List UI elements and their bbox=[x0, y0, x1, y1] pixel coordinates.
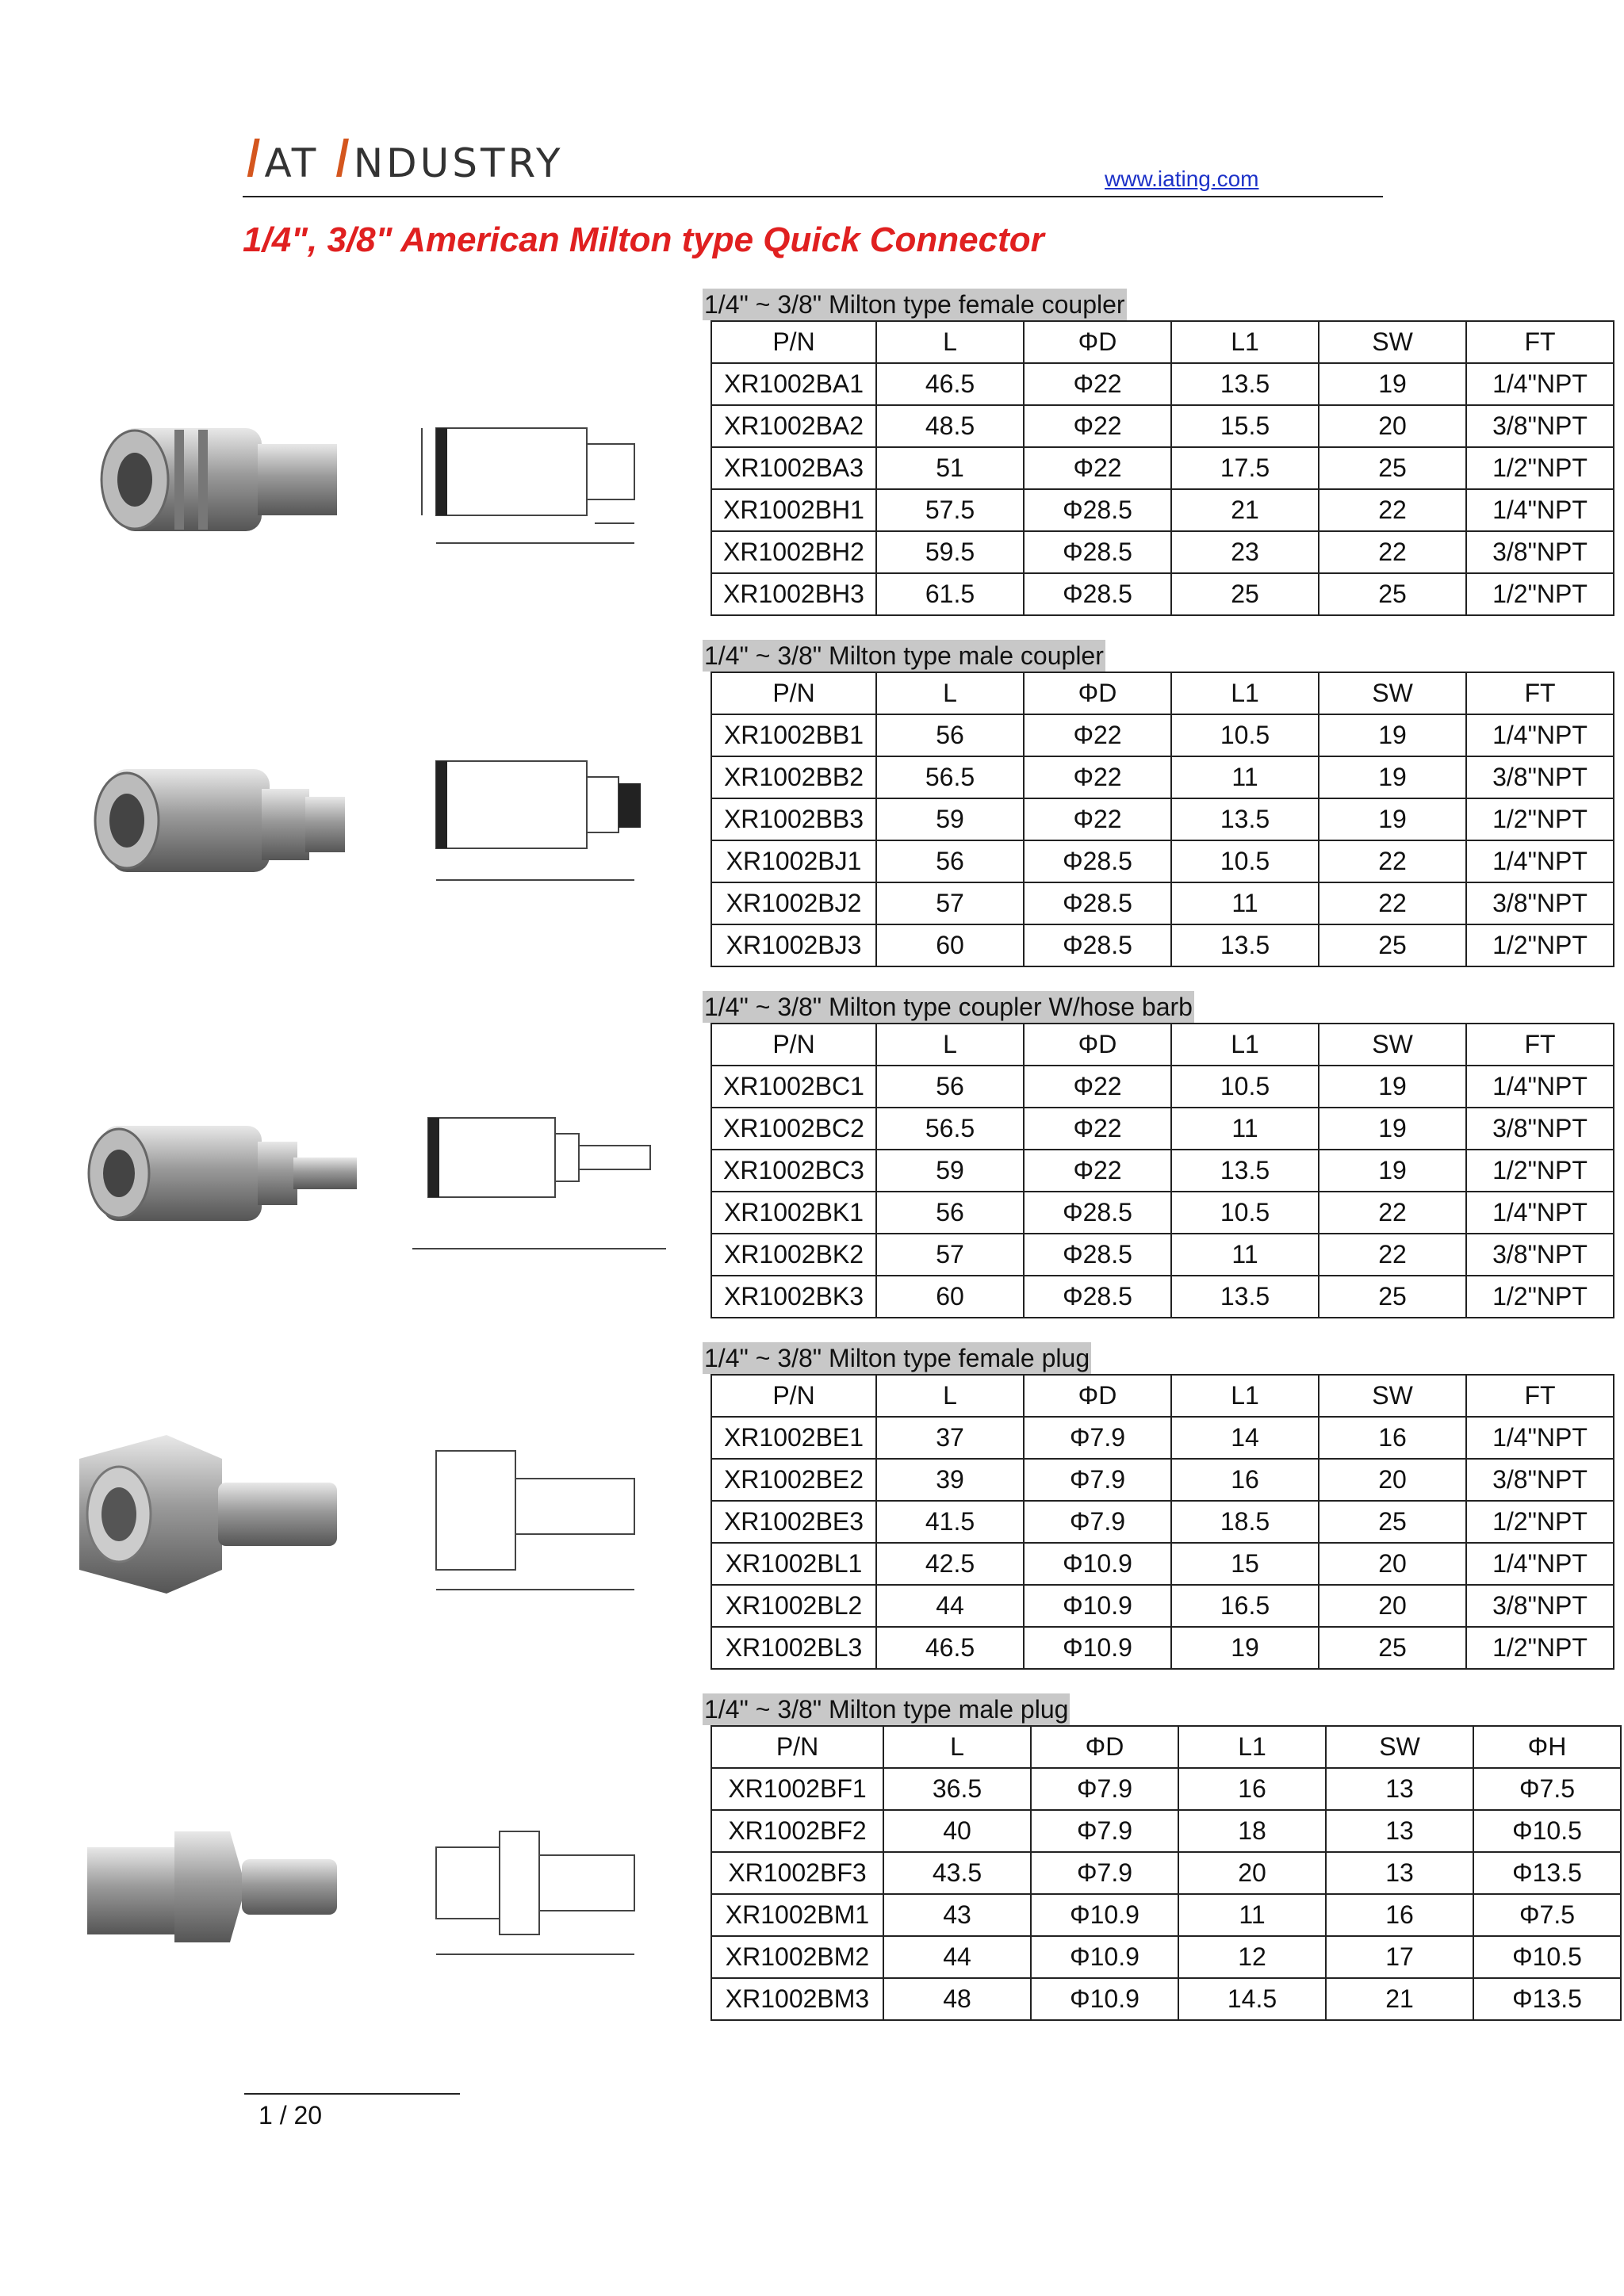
male-plug-section bbox=[703, 1693, 1622, 2021]
table-row bbox=[711, 798, 1614, 840]
page-number: 1 / 20 bbox=[259, 2101, 323, 2130]
cell: Φ28.5 bbox=[1024, 1192, 1171, 1234]
cell: 3/8"NPT bbox=[1466, 756, 1614, 798]
cell: XR1002BE2 bbox=[711, 1459, 876, 1501]
column-header: ΦD bbox=[1024, 1375, 1171, 1417]
cell: 1/2"NPT bbox=[1466, 1276, 1614, 1318]
cell: 1/2"NPT bbox=[1466, 447, 1614, 489]
table-row bbox=[711, 1585, 1614, 1627]
cell: Φ7.9 bbox=[1024, 1501, 1171, 1543]
table-row bbox=[711, 1852, 1621, 1894]
table-header-row bbox=[711, 1726, 1621, 1768]
cell: Φ7.5 bbox=[1473, 1768, 1621, 1810]
cell: 19 bbox=[1171, 1627, 1319, 1669]
column-header: L bbox=[876, 1375, 1024, 1417]
table-row bbox=[711, 363, 1614, 405]
cell: 19 bbox=[1319, 1150, 1466, 1192]
cell: 10.5 bbox=[1171, 840, 1319, 882]
cell: XR1002BC2 bbox=[711, 1108, 876, 1150]
cell: 11 bbox=[1178, 1894, 1326, 1936]
cell: Φ28.5 bbox=[1024, 1276, 1171, 1318]
table-row bbox=[711, 1108, 1614, 1150]
cell: XR1002BF3 bbox=[711, 1852, 883, 1894]
column-header: P/N bbox=[711, 1726, 883, 1768]
cell: Φ7.5 bbox=[1473, 1894, 1621, 1936]
cell: XR1002BM2 bbox=[711, 1936, 883, 1978]
column-header: ΦD bbox=[1024, 672, 1171, 714]
female-coupler-table bbox=[710, 320, 1614, 616]
cell: 57 bbox=[876, 882, 1024, 924]
cell: 39 bbox=[876, 1459, 1024, 1501]
cell: Φ7.9 bbox=[1024, 1417, 1171, 1459]
cell: 1/4"NPT bbox=[1466, 489, 1614, 531]
cell: 16.5 bbox=[1171, 1585, 1319, 1627]
table-row bbox=[711, 1543, 1614, 1585]
cell: XR1002BL3 bbox=[711, 1627, 876, 1669]
table-row bbox=[711, 405, 1614, 447]
cell: XR1002BA1 bbox=[711, 363, 876, 405]
cell: Φ22 bbox=[1024, 405, 1171, 447]
column-header: FT bbox=[1466, 1375, 1614, 1417]
table-row bbox=[711, 756, 1614, 798]
table-row bbox=[711, 924, 1614, 966]
table-row bbox=[711, 1501, 1614, 1543]
female-coupler-section bbox=[703, 289, 1622, 616]
cell: 14.5 bbox=[1178, 1978, 1326, 2020]
cell: 1/2"NPT bbox=[1466, 798, 1614, 840]
cell: 22 bbox=[1319, 531, 1466, 573]
cell: XR1002BL1 bbox=[711, 1543, 876, 1585]
cell: Φ22 bbox=[1024, 1108, 1171, 1150]
cell: Φ7.9 bbox=[1031, 1810, 1178, 1852]
cell: 57.5 bbox=[876, 489, 1024, 531]
cell: 1/4"NPT bbox=[1466, 714, 1614, 756]
cell: Φ28.5 bbox=[1024, 882, 1171, 924]
female-plug-photo bbox=[63, 1411, 365, 1609]
cell: 60 bbox=[876, 924, 1024, 966]
header-divider bbox=[243, 196, 1383, 197]
female-plug-drawing bbox=[412, 1403, 682, 1609]
table-row bbox=[711, 447, 1614, 489]
cell: 61.5 bbox=[876, 573, 1024, 615]
section-heading: 1/4" ~ 3/8" Milton type male plug bbox=[704, 1695, 1069, 1724]
cell: 10.5 bbox=[1171, 1066, 1319, 1108]
cell: Φ10.9 bbox=[1024, 1585, 1171, 1627]
cell: Φ10.9 bbox=[1031, 1894, 1178, 1936]
cell: 42.5 bbox=[876, 1543, 1024, 1585]
cell: XR1002BB2 bbox=[711, 756, 876, 798]
cell: 13.5 bbox=[1171, 798, 1319, 840]
section-heading: 1/4" ~ 3/8" Milton type female coupler bbox=[704, 290, 1125, 319]
cell: 59.5 bbox=[876, 531, 1024, 573]
column-header: ΦH bbox=[1473, 1726, 1621, 1768]
cell: 3/8"NPT bbox=[1466, 1585, 1614, 1627]
cell: 22 bbox=[1319, 1234, 1466, 1276]
cell: 15 bbox=[1171, 1543, 1319, 1585]
table-row bbox=[711, 714, 1614, 756]
cell: 1/2"NPT bbox=[1466, 924, 1614, 966]
page-title: 1/4", 3/8" American Milton type Quick Connector bbox=[243, 220, 1044, 259]
male-plug-table bbox=[710, 1725, 1622, 2021]
cell: 1/4"NPT bbox=[1466, 840, 1614, 882]
column-header: ΦD bbox=[1024, 321, 1171, 363]
table-row bbox=[711, 1150, 1614, 1192]
cell: Φ28.5 bbox=[1024, 531, 1171, 573]
cell: 37 bbox=[876, 1417, 1024, 1459]
cell: 22 bbox=[1319, 1192, 1466, 1234]
cell: 59 bbox=[876, 798, 1024, 840]
table-row bbox=[711, 840, 1614, 882]
cell: 13.5 bbox=[1171, 363, 1319, 405]
cell: 19 bbox=[1319, 363, 1466, 405]
table-row bbox=[711, 1459, 1614, 1501]
cell: 12 bbox=[1178, 1936, 1326, 1978]
table-header-row bbox=[711, 1024, 1614, 1066]
table-row bbox=[711, 1417, 1614, 1459]
cell: 48 bbox=[883, 1978, 1031, 2020]
cell: 36.5 bbox=[883, 1768, 1031, 1810]
footer-divider bbox=[244, 2093, 460, 2095]
cell: XR1002BJ3 bbox=[711, 924, 876, 966]
cell: 46.5 bbox=[876, 363, 1024, 405]
table-row bbox=[711, 1768, 1621, 1810]
cell: 59 bbox=[876, 1150, 1024, 1192]
cell: 16 bbox=[1178, 1768, 1326, 1810]
cell: 16 bbox=[1319, 1417, 1466, 1459]
cell: Φ28.5 bbox=[1024, 1234, 1171, 1276]
cell: XR1002BF2 bbox=[711, 1810, 883, 1852]
table-row bbox=[711, 1234, 1614, 1276]
section-heading: 1/4" ~ 3/8" Milton type male coupler bbox=[704, 641, 1104, 670]
cell: 43 bbox=[883, 1894, 1031, 1936]
cell: Φ10.9 bbox=[1024, 1627, 1171, 1669]
cell: XR1002BA3 bbox=[711, 447, 876, 489]
cell: XR1002BC1 bbox=[711, 1066, 876, 1108]
cell: 20 bbox=[1319, 1585, 1466, 1627]
hose-barb-coupler-drawing bbox=[404, 1070, 682, 1269]
cell: XR1002BM3 bbox=[711, 1978, 883, 2020]
cell: 10.5 bbox=[1171, 1192, 1319, 1234]
column-header: L1 bbox=[1171, 1024, 1319, 1066]
cell: 11 bbox=[1171, 1108, 1319, 1150]
cell: Φ7.9 bbox=[1031, 1852, 1178, 1894]
cell: 18.5 bbox=[1171, 1501, 1319, 1543]
cell: 17 bbox=[1326, 1936, 1473, 1978]
cell: 56.5 bbox=[876, 1108, 1024, 1150]
cell: 15.5 bbox=[1171, 405, 1319, 447]
hose-barb-coupler-table bbox=[710, 1023, 1614, 1318]
cell: 25 bbox=[1319, 924, 1466, 966]
cell: XR1002BK3 bbox=[711, 1276, 876, 1318]
column-header: L bbox=[876, 321, 1024, 363]
hose-barb-coupler-section bbox=[703, 991, 1622, 1318]
cell: 13.5 bbox=[1171, 1276, 1319, 1318]
column-header: L1 bbox=[1171, 672, 1319, 714]
cell: Φ13.5 bbox=[1473, 1852, 1621, 1894]
cell: Φ28.5 bbox=[1024, 489, 1171, 531]
column-header: SW bbox=[1319, 1375, 1466, 1417]
cell: XR1002BE3 bbox=[711, 1501, 876, 1543]
table-header-row bbox=[711, 1375, 1614, 1417]
table-header-row bbox=[711, 321, 1614, 363]
cell: 13 bbox=[1326, 1768, 1473, 1810]
cell: Φ13.5 bbox=[1473, 1978, 1621, 2020]
cell: 1/4"NPT bbox=[1466, 1543, 1614, 1585]
cell: 51 bbox=[876, 447, 1024, 489]
column-header: P/N bbox=[711, 321, 876, 363]
table-header-row bbox=[711, 672, 1614, 714]
cell: 11 bbox=[1171, 1234, 1319, 1276]
cell: Φ22 bbox=[1024, 756, 1171, 798]
table-row bbox=[711, 1894, 1621, 1936]
table-row bbox=[711, 573, 1614, 615]
cell: 56.5 bbox=[876, 756, 1024, 798]
column-header: SW bbox=[1319, 1024, 1466, 1066]
cell: XR1002BJ2 bbox=[711, 882, 876, 924]
male-coupler-photo bbox=[79, 721, 357, 920]
male-coupler-section bbox=[703, 640, 1622, 967]
table-row bbox=[711, 1936, 1621, 1978]
cell: Φ10.5 bbox=[1473, 1810, 1621, 1852]
cell: 20 bbox=[1319, 1543, 1466, 1585]
cell: XR1002BH1 bbox=[711, 489, 876, 531]
cell: XR1002BC3 bbox=[711, 1150, 876, 1192]
cell: 21 bbox=[1171, 489, 1319, 531]
cell: 57 bbox=[876, 1234, 1024, 1276]
cell: 20 bbox=[1178, 1852, 1326, 1894]
cell: 3/8"NPT bbox=[1466, 882, 1614, 924]
column-header: FT bbox=[1466, 672, 1614, 714]
cell: 1/2"NPT bbox=[1466, 1501, 1614, 1543]
table-row bbox=[711, 1627, 1614, 1669]
cell: 20 bbox=[1319, 1459, 1466, 1501]
cell: XR1002BK1 bbox=[711, 1192, 876, 1234]
cell: 3/8"NPT bbox=[1466, 531, 1614, 573]
cell: 19 bbox=[1319, 1108, 1466, 1150]
cell: Φ10.5 bbox=[1473, 1936, 1621, 1978]
cell: 56 bbox=[876, 714, 1024, 756]
table-row bbox=[711, 882, 1614, 924]
cell: XR1002BE1 bbox=[711, 1417, 876, 1459]
table-row bbox=[711, 531, 1614, 573]
cell: 3/8"NPT bbox=[1466, 1234, 1614, 1276]
cell: 22 bbox=[1319, 840, 1466, 882]
cell: 44 bbox=[883, 1936, 1031, 1978]
table-row bbox=[711, 1276, 1614, 1318]
column-header: L bbox=[876, 1024, 1024, 1066]
female-plug-section bbox=[703, 1342, 1622, 1670]
cell: Φ28.5 bbox=[1024, 573, 1171, 615]
female-coupler-drawing bbox=[412, 373, 682, 579]
company-logo bbox=[246, 119, 595, 190]
cell: 25 bbox=[1319, 573, 1466, 615]
cell: 1/2"NPT bbox=[1466, 1150, 1614, 1192]
cell: 25 bbox=[1319, 1501, 1466, 1543]
cell: 56 bbox=[876, 1192, 1024, 1234]
cell: 17.5 bbox=[1171, 447, 1319, 489]
cell: Φ28.5 bbox=[1024, 924, 1171, 966]
cell: 43.5 bbox=[883, 1852, 1031, 1894]
cell: 3/8"NPT bbox=[1466, 1108, 1614, 1150]
cell: 13.5 bbox=[1171, 1150, 1319, 1192]
male-coupler-drawing bbox=[412, 714, 682, 920]
cell: 16 bbox=[1171, 1459, 1319, 1501]
cell: 1/4"NPT bbox=[1466, 1192, 1614, 1234]
cell: XR1002BH2 bbox=[711, 531, 876, 573]
cell: XR1002BL2 bbox=[711, 1585, 876, 1627]
cell: XR1002BF1 bbox=[711, 1768, 883, 1810]
cell: 56 bbox=[876, 840, 1024, 882]
female-coupler-photo bbox=[87, 373, 357, 579]
cell: XR1002BJ1 bbox=[711, 840, 876, 882]
cell: Φ7.9 bbox=[1024, 1459, 1171, 1501]
column-header: FT bbox=[1466, 1024, 1614, 1066]
column-header: P/N bbox=[711, 672, 876, 714]
cell: 1/4"NPT bbox=[1466, 1066, 1614, 1108]
cell: Φ10.9 bbox=[1024, 1543, 1171, 1585]
table-row bbox=[711, 1066, 1614, 1108]
cell: 13 bbox=[1326, 1852, 1473, 1894]
cell: 19 bbox=[1319, 714, 1466, 756]
female-plug-table bbox=[710, 1374, 1614, 1670]
cell: 25 bbox=[1319, 1627, 1466, 1669]
cell: 23 bbox=[1171, 531, 1319, 573]
column-header: L1 bbox=[1178, 1726, 1326, 1768]
cell: XR1002BA2 bbox=[711, 405, 876, 447]
cell: 1/2"NPT bbox=[1466, 573, 1614, 615]
cell: 16 bbox=[1326, 1894, 1473, 1936]
column-header: L bbox=[876, 672, 1024, 714]
cell: 3/8"NPT bbox=[1466, 405, 1614, 447]
cell: Φ28.5 bbox=[1024, 840, 1171, 882]
column-header: ΦD bbox=[1031, 1726, 1178, 1768]
table-row bbox=[711, 1192, 1614, 1234]
column-header: SW bbox=[1326, 1726, 1473, 1768]
cell: 18 bbox=[1178, 1810, 1326, 1852]
cell: 40 bbox=[883, 1810, 1031, 1852]
cell: 19 bbox=[1319, 756, 1466, 798]
table-row bbox=[711, 1810, 1621, 1852]
hose-barb-coupler-photo bbox=[79, 1078, 365, 1261]
cell: Φ22 bbox=[1024, 798, 1171, 840]
cell: 46.5 bbox=[876, 1627, 1024, 1669]
cell: 25 bbox=[1319, 447, 1466, 489]
cell: 10.5 bbox=[1171, 714, 1319, 756]
table-row bbox=[711, 1978, 1621, 2020]
column-header: P/N bbox=[711, 1024, 876, 1066]
cell: Φ22 bbox=[1024, 1066, 1171, 1108]
section-heading: 1/4" ~ 3/8" Milton type coupler W/hose barb bbox=[704, 993, 1193, 1021]
cell: Φ22 bbox=[1024, 714, 1171, 756]
cell: XR1002BB3 bbox=[711, 798, 876, 840]
column-header: FT bbox=[1466, 321, 1614, 363]
cell: 13 bbox=[1326, 1810, 1473, 1852]
cell: 1/4"NPT bbox=[1466, 363, 1614, 405]
cell: XR1002BM1 bbox=[711, 1894, 883, 1936]
cell: 25 bbox=[1171, 573, 1319, 615]
cell: Φ22 bbox=[1024, 363, 1171, 405]
cell: 22 bbox=[1319, 882, 1466, 924]
cell: Φ22 bbox=[1024, 447, 1171, 489]
male-plug-photo bbox=[71, 1784, 357, 1982]
column-header: P/N bbox=[711, 1375, 876, 1417]
cell: 11 bbox=[1171, 882, 1319, 924]
cell: 3/8"NPT bbox=[1466, 1459, 1614, 1501]
cell: 60 bbox=[876, 1276, 1024, 1318]
cell: 19 bbox=[1319, 798, 1466, 840]
cell: 11 bbox=[1171, 756, 1319, 798]
cell: 21 bbox=[1326, 1978, 1473, 2020]
column-header: SW bbox=[1319, 672, 1466, 714]
cell: Φ10.9 bbox=[1031, 1978, 1178, 2020]
male-plug-drawing bbox=[412, 1776, 682, 1982]
cell: XR1002BB1 bbox=[711, 714, 876, 756]
male-coupler-table bbox=[710, 672, 1614, 967]
cell: Φ10.9 bbox=[1031, 1936, 1178, 1978]
cell: 48.5 bbox=[876, 405, 1024, 447]
cell: 41.5 bbox=[876, 1501, 1024, 1543]
cell: XR1002BK2 bbox=[711, 1234, 876, 1276]
cell: 44 bbox=[876, 1585, 1024, 1627]
column-header: L1 bbox=[1171, 321, 1319, 363]
cell: 1/4"NPT bbox=[1466, 1417, 1614, 1459]
cell: 20 bbox=[1319, 405, 1466, 447]
column-header: L1 bbox=[1171, 1375, 1319, 1417]
cell: 1/2"NPT bbox=[1466, 1627, 1614, 1669]
column-header: SW bbox=[1319, 321, 1466, 363]
column-header: L bbox=[883, 1726, 1031, 1768]
cell: 13.5 bbox=[1171, 924, 1319, 966]
website-link[interactable]: www.iating.com bbox=[1105, 166, 1259, 191]
cell: 56 bbox=[876, 1066, 1024, 1108]
logo-text: IAT INDUSTRY bbox=[246, 128, 564, 189]
cell: 25 bbox=[1319, 1276, 1466, 1318]
cell: 22 bbox=[1319, 489, 1466, 531]
section-heading: 1/4" ~ 3/8" Milton type female plug bbox=[704, 1344, 1090, 1372]
cell: Φ7.9 bbox=[1031, 1768, 1178, 1810]
table-row bbox=[711, 489, 1614, 531]
cell: XR1002BH3 bbox=[711, 573, 876, 615]
cell: 19 bbox=[1319, 1066, 1466, 1108]
cell: Φ22 bbox=[1024, 1150, 1171, 1192]
column-header: ΦD bbox=[1024, 1024, 1171, 1066]
cell: 14 bbox=[1171, 1417, 1319, 1459]
